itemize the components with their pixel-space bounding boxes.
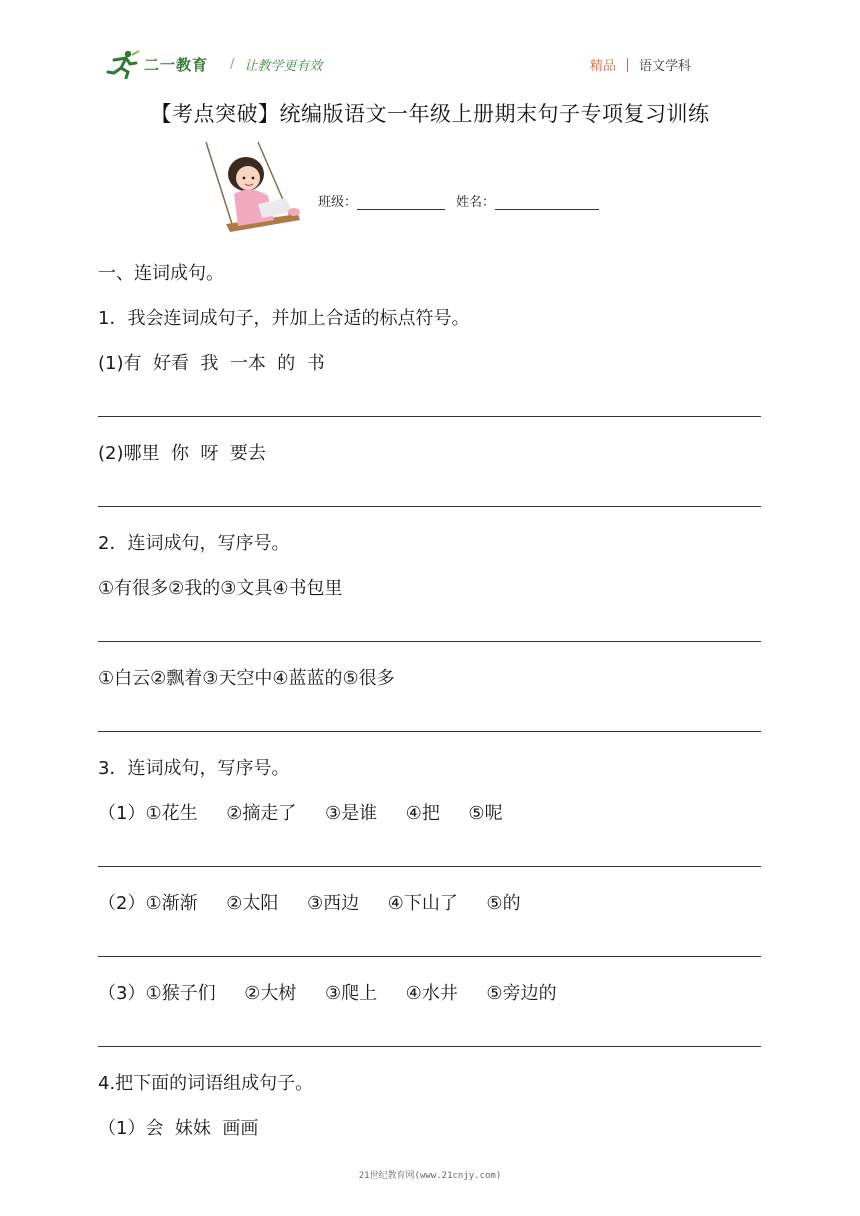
brand-slogan: 让教学更有效	[244, 58, 323, 74]
page-footer: 21世纪教育网(www.21cnjy.com)	[358, 1171, 502, 1181]
name-label: 姓名：	[456, 195, 496, 210]
brand-name: 二一教育	[144, 55, 209, 74]
subject-label: 语文学科	[639, 59, 692, 74]
question-1-prompt: 1．我会连词成句子，并加上合适的标点符号。	[98, 308, 470, 329]
question-3-item-1: （1）①花生 ②摘走了 ③是谁 ④把 ⑤呢	[98, 803, 503, 824]
answer-line[interactable]	[98, 506, 761, 507]
answer-line[interactable]	[98, 866, 761, 867]
section-heading: 一、连词成句。	[98, 263, 224, 284]
question-3-prompt: 3．连词成句，写序号。	[98, 758, 290, 779]
brand-logo	[106, 48, 336, 80]
student-info-fields	[318, 191, 599, 210]
tag-separator	[627, 58, 628, 72]
name-input-line[interactable]	[495, 197, 599, 210]
header-divider: /	[230, 56, 235, 72]
question-2-prompt: 2．连词成句，写序号。	[98, 533, 290, 554]
question-2-item-2: ①白云②飘着③天空中④蓝蓝的⑤很多	[98, 668, 395, 689]
class-label: 班级：	[318, 195, 358, 210]
quality-tag: 精品	[590, 59, 617, 74]
answer-line[interactable]	[98, 416, 761, 417]
question-4-item-1: （1）会 妹妹 画画	[98, 1118, 259, 1139]
class-input-line[interactable]	[357, 197, 445, 210]
question-1-item-2: (2)哪里 你 呀 要去	[98, 443, 266, 464]
girl-on-swing-illustration	[198, 140, 310, 244]
answer-line[interactable]	[98, 1046, 761, 1047]
answer-line[interactable]	[98, 956, 761, 957]
answer-line[interactable]	[98, 731, 761, 732]
question-4-prompt: 4.把下面的词语组成句子。	[98, 1073, 314, 1094]
question-1-item-1: (1)有 好看 我 一本 的 书	[98, 353, 325, 374]
question-3-item-3: （3）①猴子们 ②大树 ③爬上 ④水井 ⑤旁边的	[98, 983, 557, 1004]
runner-logo-icon	[106, 49, 140, 79]
question-2-item-1: ①有很多②我的③文具④书包里	[98, 578, 343, 599]
document-title: 【考点突破】统编版语文一年级上册期末句子专项复习训练	[150, 102, 710, 126]
question-3-item-2: （2）①渐渐 ②太阳 ③西边 ④下山了 ⑤的	[98, 893, 521, 914]
answer-line[interactable]	[98, 641, 761, 642]
header-right	[590, 55, 691, 74]
